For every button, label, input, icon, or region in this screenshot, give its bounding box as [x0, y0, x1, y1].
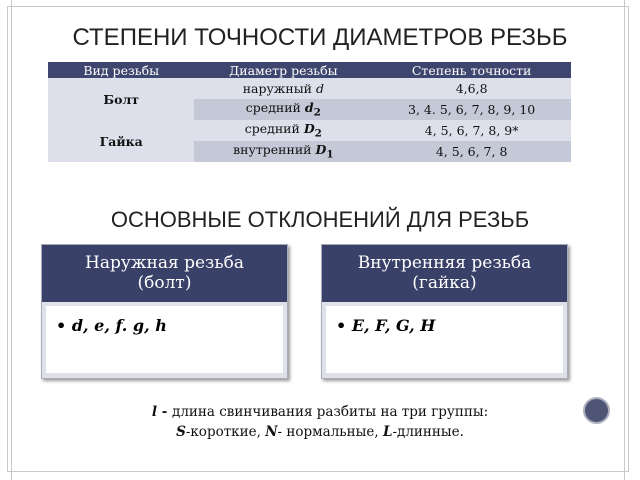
precision-table	[48, 62, 571, 162]
bullet-icon: •	[56, 316, 67, 335]
deviations-title: ОСНОВНЫЕ ОТКЛОНЕНИЙ ДЛЯ РЕЗЬБ	[110, 207, 530, 232]
table-header: Диаметр резьбы	[194, 62, 372, 78]
grade-cell: 4, 5, 6, 7, 8, 9*	[372, 120, 571, 141]
note-line-2: S-короткие, N- нормальные, L-длинные.	[176, 424, 464, 440]
card-header: Внутренняя резьба (гайка)	[322, 245, 567, 302]
deviation-list: d, e, f. g, h	[71, 316, 167, 335]
deviation-list: E, F, G, H	[351, 316, 436, 335]
diameter-cell: средний $D_2$	[194, 120, 372, 141]
external-thread-card	[41, 244, 288, 379]
table-row	[48, 78, 571, 99]
bullet-icon: •	[336, 316, 347, 335]
diameter-cell: внутренний $D_1$	[194, 141, 372, 162]
grade-cell: 3, 4. 5, 6, 7, 8, 9, 10	[372, 99, 571, 120]
table-row	[48, 120, 571, 141]
internal-thread-card	[321, 244, 568, 379]
diameter-cell: средний $d_2$	[194, 99, 372, 120]
diameter-cell: наружный d	[194, 78, 372, 99]
table-header: Степень точности	[372, 62, 571, 78]
card-body	[46, 306, 283, 373]
note-line-1: l - длина свинчивания разбиты на три группы:	[151, 404, 489, 420]
card-header: Наружная резьба (болт)	[42, 245, 287, 302]
decorative-circle-icon	[583, 397, 610, 424]
thread-type-nut: Гайка	[48, 120, 194, 162]
card-body	[326, 306, 563, 373]
slide-title: СТЕПЕНИ ТОЧНОСТИ ДИАМЕТРОВ РЕЗЬБ	[72, 24, 568, 51]
grade-cell: 4,6,8	[372, 78, 571, 99]
thread-type-bolt: Болт	[48, 78, 194, 120]
table-header: Вид резьбы	[48, 62, 194, 78]
grade-cell: 4, 5, 6, 7, 8	[372, 141, 571, 162]
table-header-row	[48, 62, 571, 78]
